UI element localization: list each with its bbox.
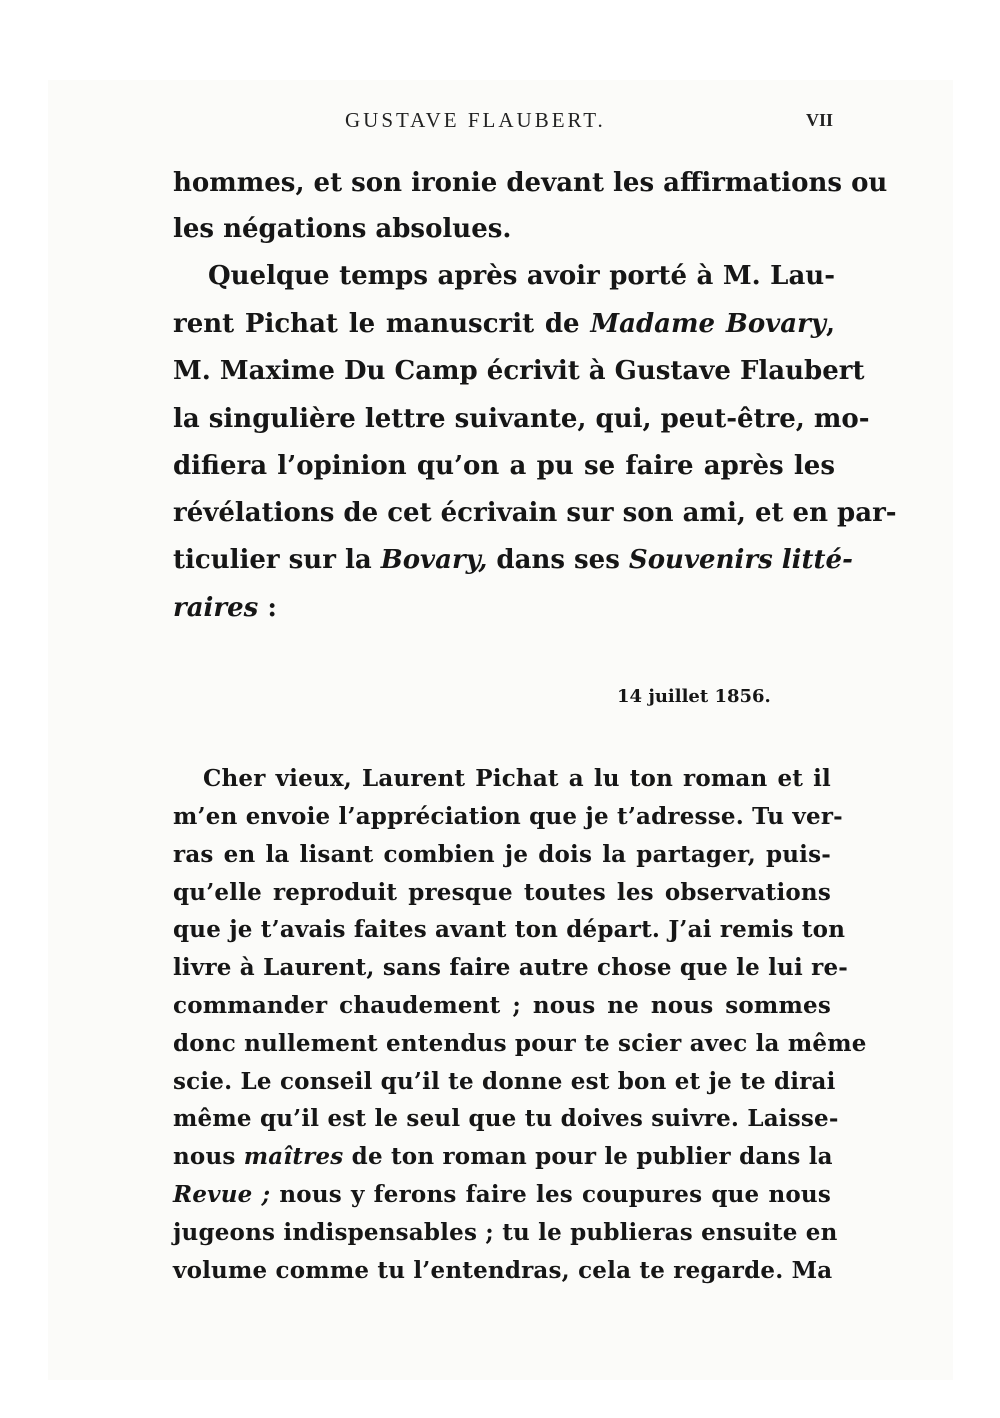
- letter-line: livre à Laurent, sans faire autre chose que le lui re-: [173, 954, 849, 981]
- letter-line: ras en la lisant combien je dois la partager, puis-: [173, 841, 831, 868]
- letter-line: que je t’avais faites avant ton départ. J’ai remis ton: [173, 916, 846, 943]
- letter-line: scie. Le conseil qu’il te donne est bon et je te dirai: [173, 1068, 836, 1095]
- letter-line: Revue ; nous y ferons faire les coupures que nous: [173, 1181, 831, 1208]
- text-line: Quelque temps après avoir porté à M. Lau-: [208, 261, 835, 291]
- text-line: rent Pichat le manuscrit de Madame Bovary,: [173, 309, 835, 339]
- letter-line: donc nullement entendus pour te scier avec la même: [173, 1030, 867, 1057]
- text-line: hommes, et son ironie devant les affirmations ou: [173, 168, 888, 198]
- text-line: difiera l’opinion qu’on a pu se faire après les: [173, 451, 835, 481]
- page-number: VII: [806, 110, 834, 130]
- letter-line: jugeons indispensables ; tu le publieras ensuite en: [173, 1219, 838, 1246]
- letter-line: volume comme tu l’entendras, cela te regarde. Ma: [173, 1257, 833, 1284]
- text-line: révélations de cet écrivain sur son ami, et en par-: [173, 498, 897, 528]
- letter-line: qu’elle reproduit presque toutes les observations: [173, 879, 831, 906]
- letter-line: nous maîtres de ton roman pour le publier dans la: [173, 1143, 833, 1170]
- text-line: ticulier sur la Bovary, dans ses Souvenirs litté-: [173, 545, 853, 575]
- text-line: la singulière lettre suivante, qui, peut-être, mo-: [173, 404, 870, 434]
- text-line: M. Maxime Du Camp écrivit à Gustave Flaubert: [173, 356, 865, 386]
- running-head: GUSTAVE FLAUBERT.: [345, 108, 606, 132]
- letter-date: 14 juillet 1856.: [617, 686, 771, 707]
- letter-line: Cher vieux, Laurent Pichat a lu ton roman et il: [203, 765, 831, 792]
- letter-line: m’en envoie l’appréciation que je t’adresse. Tu ver-: [173, 803, 843, 830]
- text-line: les négations absolues.: [173, 214, 512, 244]
- letter-line: même qu’il est le seul que tu doives suivre. Laisse-: [173, 1105, 839, 1132]
- text-line: raires :: [173, 593, 277, 623]
- letter-line: commander chaudement ; nous ne nous sommes: [173, 992, 831, 1019]
